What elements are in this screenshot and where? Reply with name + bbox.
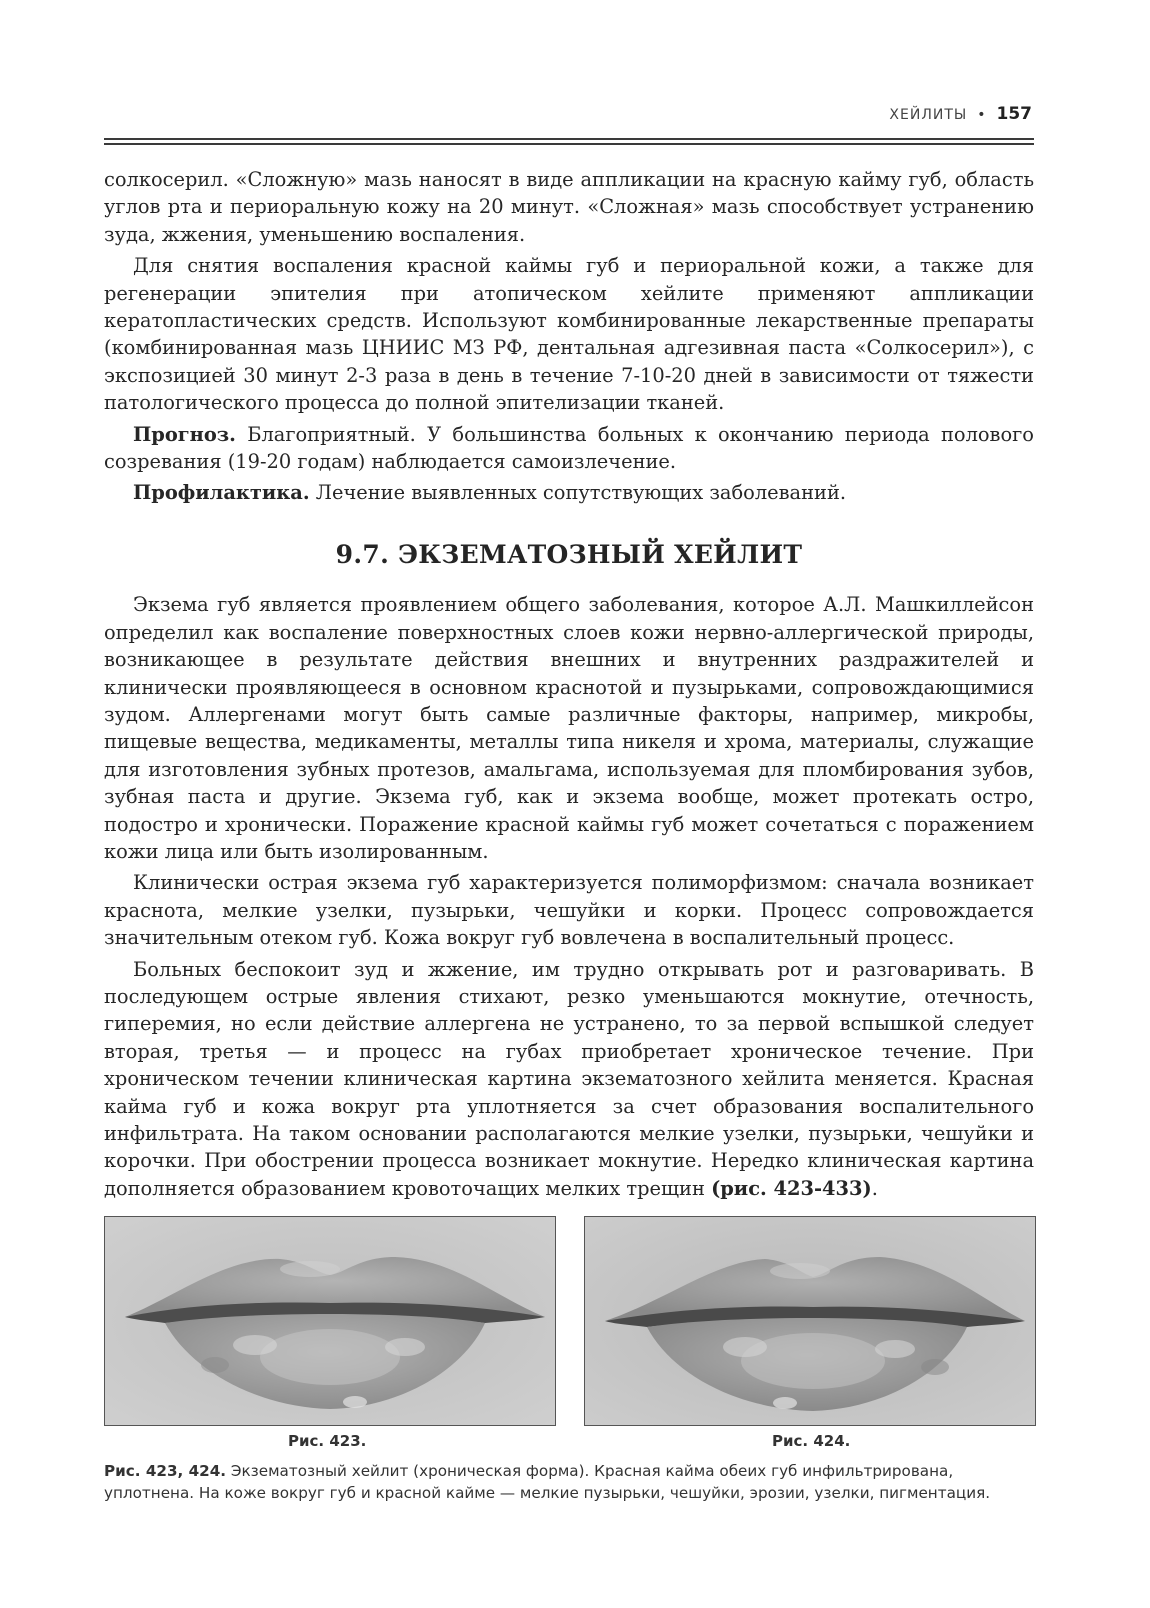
last-paragraph	[104, 956, 1034, 1203]
paragraph: солкосерил. «Сложную» мазь наносят в виде аппликации на красную кайму губ, область углов рта и периоральную кожу на 20 минут. «Сложная» мазь способствует устранению зуда, жжения, уменьшению воспаления.	[104, 168, 1034, 246]
running-head	[889, 104, 1032, 124]
prophylaxis-label: Профилактика.	[133, 481, 310, 505]
prophylaxis-text: Лечение выявленных сопутствующих заболеваний.	[309, 481, 847, 505]
paragraph: Для снятия воспаления красной каймы губ и периоральной кожи, а также для регенерации эпителия при атопическом хейлите применяют аппликации кератопластических средств. Используют комбинированные лекарственные препараты (комбинированная мазь ЦНИИС МЗ РФ, дентальная адгезивная паста «Солкосерил»), с экспозицией 30 минут 2-3 раза в день в течение 7-10-20 дней в зависимости от тяжести патологического процесса до полной эпителизации тканей.	[104, 254, 1034, 415]
caption-label: Рис. 423, 424.	[104, 1462, 227, 1480]
last-paragraph-end: .	[871, 1176, 878, 1200]
figure-reference: (рис. 423-433)	[711, 1176, 872, 1200]
paragraph: Клинически острая экзема губ характеризуется полиморфизмом: сначала возникает краснота, мелкие узелки, пузырьки, чешуйки и корки. Процесс сопровождается значительным отеком губ. Кожа вокруг губ вовлечена в воспалительный процесс.	[104, 871, 1034, 950]
lips-photo-image	[585, 1217, 1035, 1425]
figure-label-424: Рис. 424.	[772, 1432, 851, 1450]
last-paragraph-text: Больных беспокоит зуд и жжение, им трудно открывать рот и разговаривать. В последующем острые явления стихают, резко уменьшаются мокнутие, отечность, гиперемия, но если действие аллергена не устранено, то за первой вспышкой следует вторая, третья — и процесс на губах приобретает хроническое течение. При хроническом течении клиническая картина экзематозного хейлита меняется. Красная кайма губ и кожа вокруг рта уплотняется за счет образования воспалительного инфильтрата. На таком основании располагаются мелкие узелки, пузырьки, чешуйки и корочки. При обострении процесса возникает мокнутие. Нередко клиническая картина дополняется образованием кровоточащих мелких трещин	[104, 957, 1034, 1200]
header-rule-top	[104, 138, 1034, 140]
prognosis-label: Прогноз.	[133, 422, 236, 446]
paragraph: Экзема губ является проявлением общего заболевания, которое А.Л. Машкиллейсон определил как воспаление поверхностных слоев кожи нервно-аллергической природы, возникающее в результате действия внешних и внутренних раздражителей и клинически проявляющееся в основном краснотой и пузырьками, сопровождающимися зудом. Аллергенами могут быть самые различные факторы, например, микробы, пищевые вещества, медикаменты, металлы типа никеля и хрома, материалы, служащие для изготовления зубных протезов, амальгама, используемая для пломбирования зубов, зубная паста и другие. Экзема губ, как и экзема вообще, может протекать остро, подостро и хронически. Поражение красной каймы губ может сочетаться с поражением кожи лица или быть изолированным.	[104, 593, 1034, 863]
figure-label-423: Рис. 423.	[288, 1432, 367, 1450]
caption-text: Экзематозный хейлит (хроническая форма). Красная кайма обеих губ инфильтрирована, уплотнена. На коже вокруг губ и красной кайме — мелкие пузырьки, чешуйки, эрозии, узелки, пигментация.	[104, 1462, 991, 1502]
figure-caption	[104, 1460, 1034, 1504]
lips-photo-image	[105, 1217, 555, 1425]
prognosis-text: Благоприятный. У большинства больных к окончанию периода полового созревания (19-20 годам) наблюдается самоизлечение.	[104, 422, 1034, 474]
figure-423-photo	[104, 1216, 556, 1426]
figure-424-photo	[584, 1216, 1036, 1426]
header-separator: •	[977, 107, 987, 123]
section-name: ХЕЙЛИТЫ	[889, 107, 968, 123]
section-title: 9.7. ЭКЗЕМАТОЗНЫЙ ХЕЙЛИТ	[335, 539, 803, 569]
prognosis-paragraph	[104, 421, 1034, 476]
figures-row	[104, 1216, 1034, 1426]
page-body	[104, 166, 1034, 1206]
page-number: 157	[996, 104, 1032, 124]
header-rule-bottom	[104, 143, 1034, 145]
prophylaxis-paragraph	[104, 479, 1034, 506]
